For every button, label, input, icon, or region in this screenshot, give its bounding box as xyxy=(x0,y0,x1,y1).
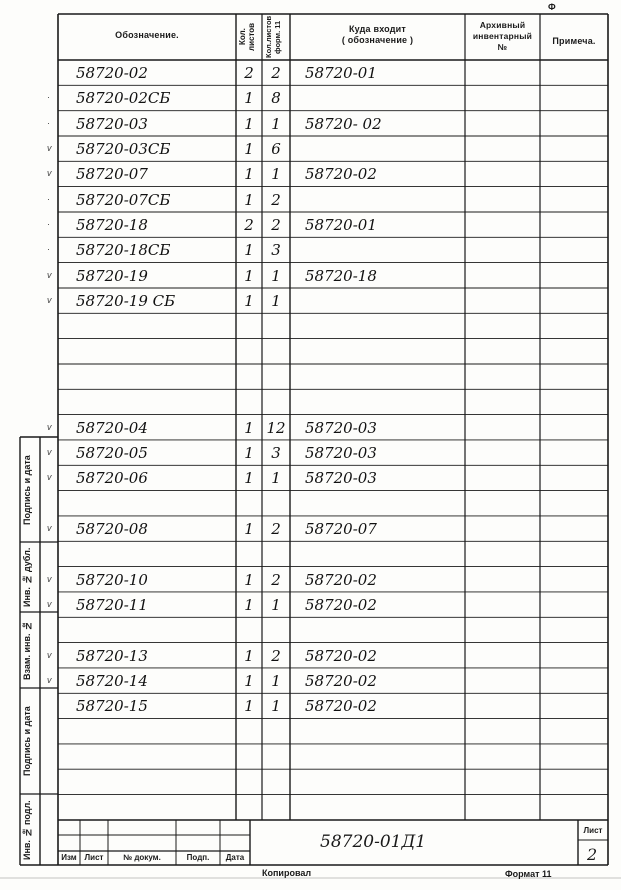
row-designation: 58720-03 xyxy=(76,114,148,133)
row-designation: 58720-04 xyxy=(76,418,148,437)
row-format-count: 2 xyxy=(271,215,281,234)
row-designation: 58720-07СБ xyxy=(76,190,171,209)
side-label-inv-dubl: Инв. № дубл. xyxy=(22,547,32,608)
header-archive-line1: Архивный xyxy=(479,20,526,30)
table-row xyxy=(0,339,621,364)
sheet-number: 2 xyxy=(587,845,598,864)
row-where-used: 58720-03 xyxy=(305,469,377,488)
stamp-izm: Изм xyxy=(61,853,77,862)
row-where-used: 58720-02 xyxy=(305,570,377,589)
row-designation: 58720-10 xyxy=(76,570,148,589)
row-designation: 58720-03СБ xyxy=(76,139,171,158)
row-check-mark: v xyxy=(47,168,52,179)
side-label-sign-date-top: Подпись и дата xyxy=(22,455,32,525)
corner-mark: Ф xyxy=(548,2,556,12)
row-check-mark: · xyxy=(47,117,50,128)
header-note: Примеча. xyxy=(552,36,596,46)
side-label-vzam-inv: Взам. инв. № xyxy=(22,620,32,680)
row-sheet-count: 1 xyxy=(244,671,254,690)
row-format-count: 2 xyxy=(271,646,281,665)
table-row xyxy=(0,415,621,440)
table-row xyxy=(0,541,621,566)
row-check-mark: v xyxy=(47,294,52,305)
row-check-mark: · xyxy=(47,244,50,255)
table-row xyxy=(0,60,621,85)
stamp-doc-no: № докум. xyxy=(123,853,161,862)
table-row xyxy=(0,187,621,212)
row-format-count: 1 xyxy=(271,266,281,285)
row-sheet-count: 1 xyxy=(244,266,254,285)
table-row xyxy=(0,719,621,744)
header-where-line1: Куда входит xyxy=(348,24,407,34)
header-qty-sheets-line2: листов xyxy=(247,22,256,52)
header-qty-format-line2: форм. 11 xyxy=(273,20,282,54)
table-row xyxy=(0,693,621,718)
row-sheet-count: 1 xyxy=(244,418,254,437)
document-code: 58720-01Д1 xyxy=(320,832,427,852)
header-archive-line3: № xyxy=(497,42,508,52)
row-designation: 58720-18СБ xyxy=(76,241,171,260)
row-format-count: 1 xyxy=(271,291,281,310)
row-check-mark: v xyxy=(47,598,52,609)
header-qty-format xyxy=(264,15,288,59)
row-where-used: 58720-02 xyxy=(305,165,377,184)
table-row xyxy=(0,161,621,186)
table-row xyxy=(0,364,621,389)
row-check-mark: v xyxy=(47,472,52,483)
row-designation: 58720-14 xyxy=(76,671,148,690)
row-check-mark: v xyxy=(47,573,52,584)
table-row xyxy=(0,111,621,136)
table-row xyxy=(0,465,621,490)
row-designation: 58720-08 xyxy=(76,519,148,538)
footer-format: Формат 11 xyxy=(505,869,552,879)
row-format-count: 3 xyxy=(271,241,281,260)
table-row xyxy=(0,592,621,617)
row-where-used: 58720-18 xyxy=(305,266,377,285)
row-check-mark: v xyxy=(47,446,52,457)
row-designation: 58720-15 xyxy=(76,697,148,716)
row-sheet-count: 1 xyxy=(244,114,254,133)
table-row xyxy=(0,668,621,693)
row-format-count: 3 xyxy=(271,443,281,462)
footer-copied: Копировал xyxy=(262,868,312,878)
row-designation: 58720-13 xyxy=(76,646,148,665)
row-format-count: 1 xyxy=(271,697,281,716)
row-designation: 58720-07 xyxy=(76,165,148,184)
row-check-mark: v xyxy=(47,522,52,533)
header-where-line2: ( обозначение ) xyxy=(341,35,414,45)
row-sheet-count: 1 xyxy=(244,646,254,665)
row-sheet-count: 1 xyxy=(244,291,254,310)
header-archive-line2: инвентарный xyxy=(472,31,533,41)
row-format-count: 2 xyxy=(271,64,281,82)
table-row xyxy=(0,744,621,769)
row-format-count: 8 xyxy=(271,89,281,108)
row-sheet-count: 2 xyxy=(244,64,254,82)
table-row xyxy=(0,313,621,338)
table-row xyxy=(0,263,621,288)
row-check-mark: · xyxy=(47,218,50,229)
table-row xyxy=(0,85,621,110)
row-sheet-count: 1 xyxy=(244,241,254,260)
row-format-count: 1 xyxy=(271,114,281,133)
row-designation: 58720-02 xyxy=(76,64,148,82)
header-where-used xyxy=(292,24,463,46)
row-check-mark: v xyxy=(47,649,52,660)
row-sheet-count: 2 xyxy=(244,215,254,234)
row-designation: 58720-19 xyxy=(76,266,148,285)
row-format-count: 2 xyxy=(271,519,281,538)
row-designation: 58720-18 xyxy=(76,215,148,234)
row-format-count: 6 xyxy=(271,139,281,158)
header-designation: Обозначение. xyxy=(115,30,179,40)
table-row xyxy=(0,389,621,414)
row-where-used: 58720-02 xyxy=(305,595,377,614)
header-qty-sheets xyxy=(238,16,260,58)
row-where-used: 58720-01 xyxy=(305,64,377,82)
table-row xyxy=(0,617,621,642)
row-where-used: 58720-03 xyxy=(305,443,377,462)
table-row xyxy=(0,440,621,465)
row-format-count: 2 xyxy=(271,190,281,209)
row-designation: 58720-02СБ xyxy=(76,89,171,108)
stamp-data: Дата xyxy=(225,853,245,862)
row-format-count: 1 xyxy=(271,671,281,690)
row-where-used: 58720-02 xyxy=(305,671,377,690)
row-format-count: 1 xyxy=(271,165,281,184)
header-archive xyxy=(465,20,540,53)
header-qty-sheets-line1: Кол. xyxy=(238,28,247,46)
stamp-list: Лист xyxy=(84,853,104,862)
row-sheet-count: 1 xyxy=(244,570,254,589)
row-check-mark: v xyxy=(47,421,52,432)
row-designation: 58720-11 xyxy=(76,595,148,614)
row-check-mark: v xyxy=(47,674,52,685)
table-row xyxy=(0,288,621,313)
row-sheet-count: 1 xyxy=(244,595,254,614)
table-row xyxy=(0,516,621,541)
row-where-used: 58720-07 xyxy=(305,519,377,538)
row-format-count: 1 xyxy=(271,469,281,488)
table-row xyxy=(0,136,621,161)
row-sheet-count: 1 xyxy=(244,165,254,184)
table-row xyxy=(0,491,621,516)
row-format-count: 12 xyxy=(266,418,286,437)
row-format-count: 2 xyxy=(271,570,281,589)
table-row xyxy=(0,643,621,668)
row-sheet-count: 1 xyxy=(244,139,254,158)
row-check-mark: · xyxy=(47,92,50,103)
table-row xyxy=(0,769,621,794)
row-where-used: 58720- 02 xyxy=(305,114,382,133)
row-sheet-count: 1 xyxy=(244,519,254,538)
side-label-inv-podl: Инв. № подл. xyxy=(22,800,32,860)
row-designation: 58720-06 xyxy=(76,469,148,488)
row-where-used: 58720-02 xyxy=(305,697,377,716)
row-sheet-count: 1 xyxy=(244,89,254,108)
row-where-used: 58720-01 xyxy=(305,215,377,234)
header-qty-format-line1: Кол.листов xyxy=(264,15,273,59)
stamp-podp: Подп. xyxy=(186,853,210,862)
row-sheet-count: 1 xyxy=(244,190,254,209)
row-check-mark: · xyxy=(47,193,50,204)
row-designation: 58720-05 xyxy=(76,443,148,462)
table-row xyxy=(0,567,621,592)
row-format-count: 1 xyxy=(271,595,281,614)
row-designation: 58720-19 СБ xyxy=(76,291,176,310)
row-sheet-count: 1 xyxy=(244,469,254,488)
stamp-sheet-label: Лист xyxy=(583,826,603,835)
row-sheet-count: 1 xyxy=(244,443,254,462)
row-check-mark: v xyxy=(47,269,52,280)
row-where-used: 58720-02 xyxy=(305,646,377,665)
side-label-sign-date-bottom: Подпись и дата xyxy=(22,706,32,776)
table-row xyxy=(0,237,621,262)
row-sheet-count: 1 xyxy=(244,697,254,716)
row-check-mark: v xyxy=(47,142,52,153)
table-row xyxy=(0,795,621,820)
row-where-used: 58720-03 xyxy=(305,418,377,437)
table-row xyxy=(0,212,621,237)
